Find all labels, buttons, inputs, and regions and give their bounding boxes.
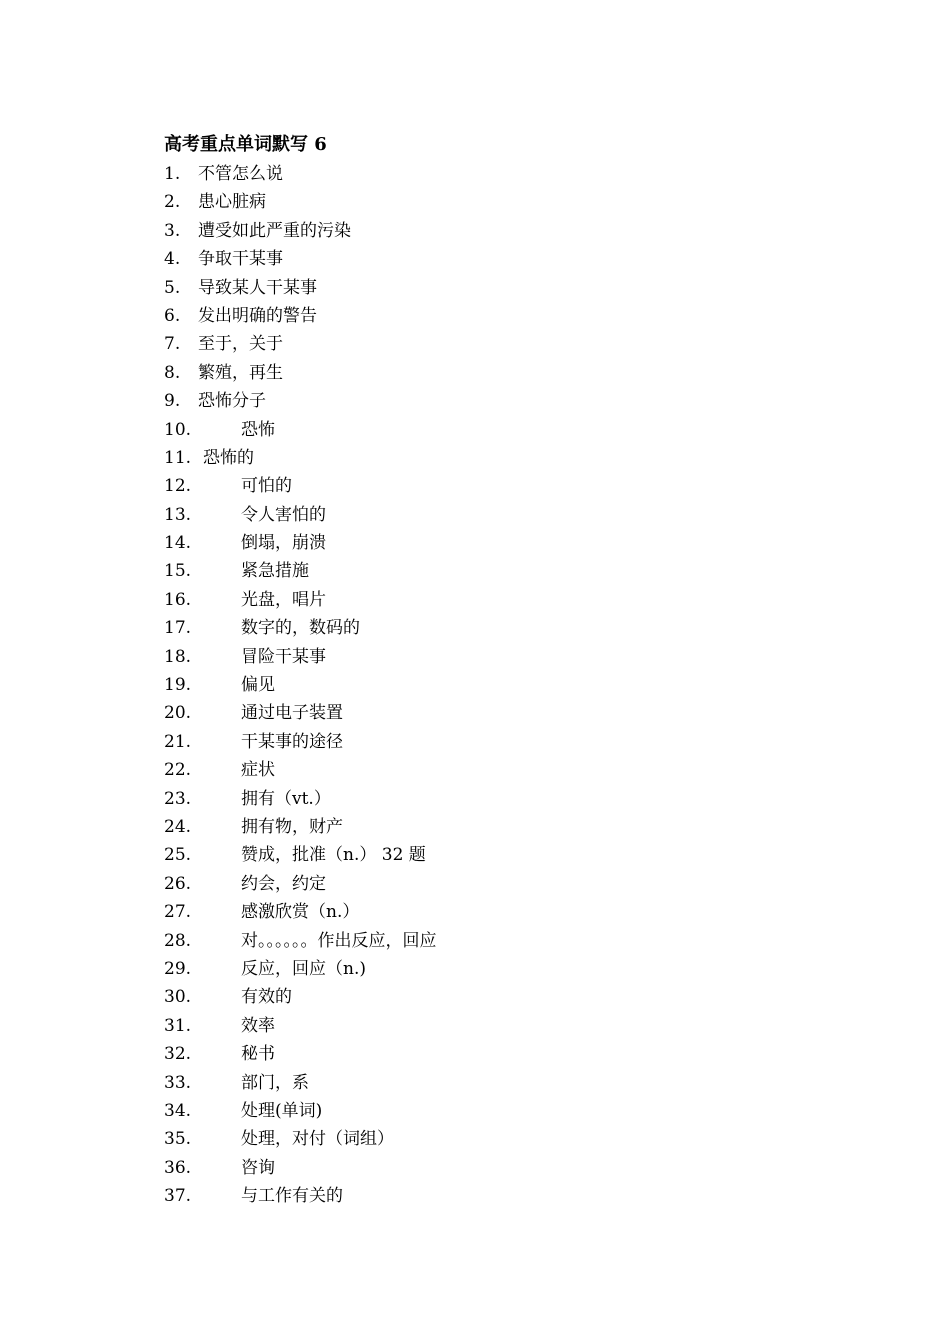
item-text: 干某事的途径: [241, 731, 343, 752]
item-number: 17.: [164, 618, 192, 639]
item-text: 效率: [241, 1015, 275, 1036]
item-number: 7.: [164, 334, 181, 355]
item-text: 通过电子装置: [241, 703, 343, 724]
item-number: 22.: [164, 760, 192, 781]
item-text: 遭受如此严重的污染: [198, 220, 351, 241]
item-text: 至于，关于: [198, 334, 283, 355]
item-number: 10.: [164, 419, 192, 440]
item-number: 31.: [164, 1015, 192, 1036]
item-text: 赞成，批准（n.） 32 题: [241, 845, 426, 866]
item-text: 繁殖，再生: [198, 362, 283, 383]
item-text: 冒险干某事: [241, 646, 326, 667]
item-text: 恐怖分子: [198, 391, 266, 412]
item-text: 对。。。。。。作出反应，回应: [241, 930, 437, 951]
item-number: 8.: [164, 362, 181, 383]
item-text: 可怕的: [241, 476, 292, 497]
item-number: 21.: [164, 731, 192, 752]
item-number: 6.: [164, 305, 181, 326]
item-text: 拥有物，财产: [241, 816, 343, 837]
item-number: 24.: [164, 816, 192, 837]
item-text: 不管怎么说: [198, 164, 283, 184]
item-number: 25.: [164, 845, 192, 866]
item-text: 光盘，唱片: [241, 589, 326, 610]
item-number: 20.: [164, 703, 192, 724]
item-number: 29.: [164, 958, 192, 979]
item-number: 14.: [164, 533, 192, 554]
item-number: 3.: [164, 220, 181, 241]
item-number: 2.: [164, 192, 181, 213]
item-number: 13.: [164, 504, 192, 525]
item-text: 恐怖的: [203, 447, 254, 468]
item-text: 紧急措施: [241, 561, 309, 582]
item-text: 反应，回应（n.): [241, 958, 366, 979]
item-number: 1.: [164, 164, 181, 184]
item-text: 患心脏病: [198, 192, 266, 213]
item-text: 发出明确的警告: [198, 305, 317, 326]
item-text: 与工作有关的: [241, 1186, 343, 1207]
item-number: 33.: [164, 1072, 192, 1093]
item-text: 处理(单词): [241, 1100, 323, 1121]
item-number: 11.: [164, 447, 192, 468]
item-number: 19.: [164, 675, 192, 696]
item-number: 12.: [164, 476, 192, 497]
item-number: 23.: [164, 788, 192, 809]
document-title: 高考重点单词默写 6: [164, 134, 327, 155]
item-text: 数字的，数码的: [241, 618, 360, 639]
item-number: 5.: [164, 277, 181, 298]
item-number: 27.: [164, 902, 192, 923]
item-number: 26.: [164, 873, 192, 894]
item-number: 16.: [164, 589, 192, 610]
item-number: 15.: [164, 561, 192, 582]
item-text: 倒塌，崩溃: [241, 533, 326, 554]
item-text: 部门，系: [241, 1072, 309, 1093]
item-number: 28.: [164, 930, 192, 951]
item-text: 秘书: [241, 1044, 275, 1065]
item-text: 症状: [241, 760, 275, 781]
item-number: 32.: [164, 1044, 192, 1065]
item-text: 有效的: [241, 987, 292, 1008]
item-text: 约会，约定: [241, 873, 326, 894]
item-number: 9.: [164, 391, 181, 412]
item-text: 感激欣赏（n.）: [241, 902, 360, 923]
item-text: 偏见: [241, 675, 275, 696]
item-number: 18.: [164, 646, 192, 667]
item-text: 争取干某事: [198, 249, 283, 270]
item-number: 34.: [164, 1100, 192, 1121]
item-number: 4.: [164, 249, 181, 270]
item-text: 处理，对付（词组）: [241, 1129, 394, 1150]
item-text: 拥有（vt.）: [241, 788, 331, 809]
item-number: 36.: [164, 1157, 192, 1178]
item-text: 令人害怕的: [241, 504, 326, 525]
item-number: 35.: [164, 1129, 192, 1150]
item-number: 30.: [164, 987, 192, 1008]
item-text: 导致某人干某事: [198, 277, 317, 298]
item-text: 恐怖: [241, 419, 275, 440]
item-text: 咨询: [241, 1157, 275, 1178]
item-number: 37.: [164, 1186, 192, 1207]
